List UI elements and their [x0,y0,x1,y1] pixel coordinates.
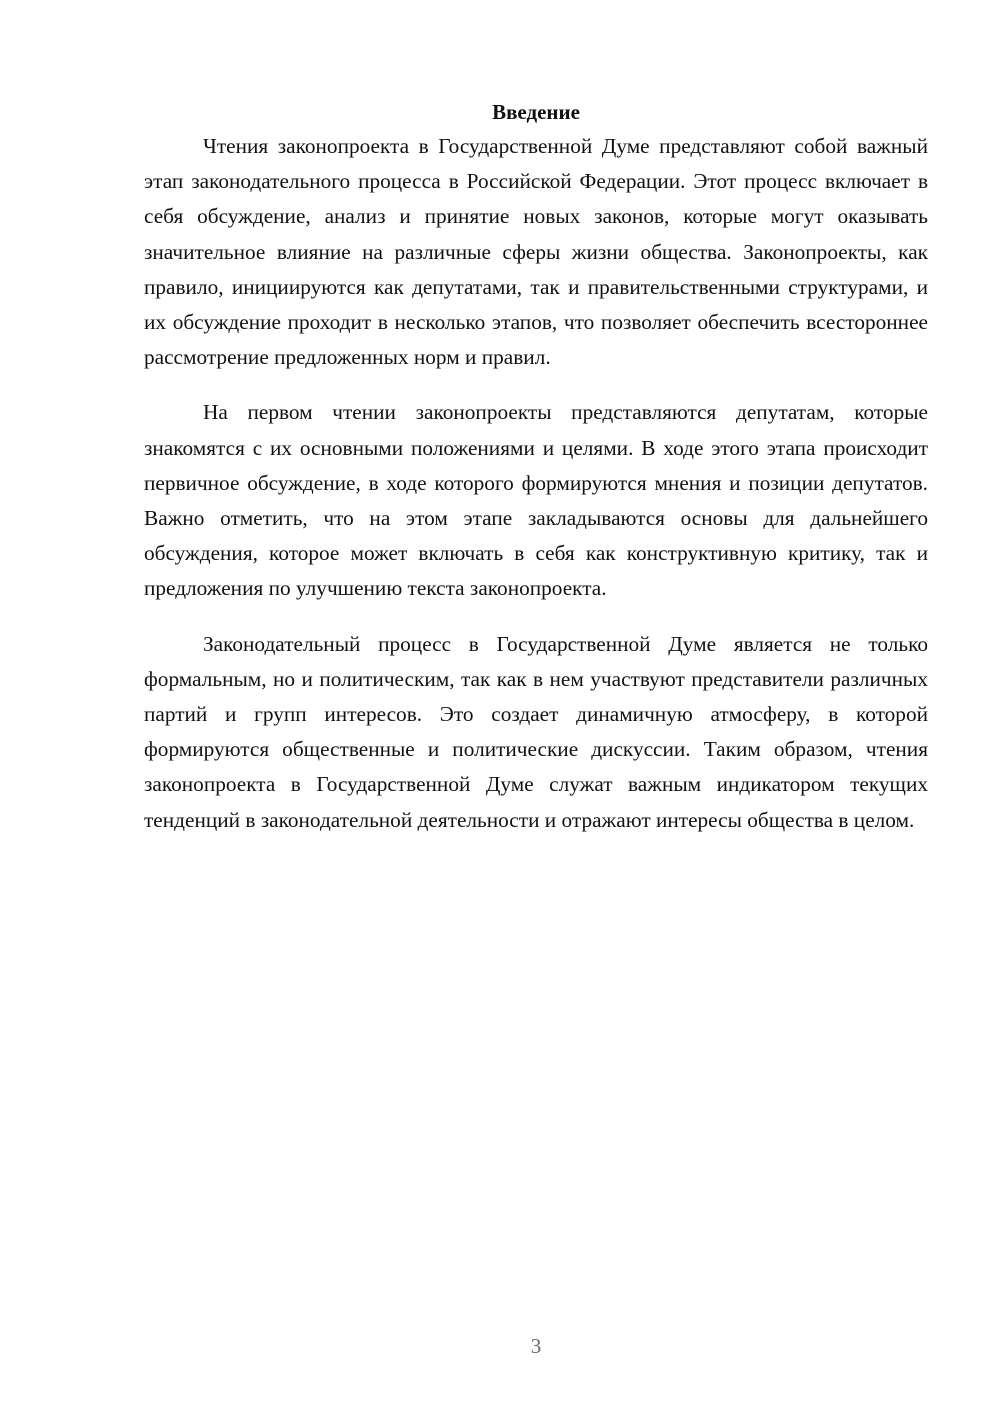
page-content [144,96,928,838]
paragraph-1: Чтения законопроекта в Государственной Думе представляют собой важный этап законодательного процесса в Российской Федерации. Этот процесс включает в себя обсуждение, анализ и принятие новых законов, которые могут оказывать значительное влияние на различные сферы жизни общества. Законопроекты, как правило, инициируются как депутатами, так и правительственными структурами, и их обсуждение проходит в несколько этапов, что позволяет обеспечить всестороннее рассмотрение предложенных норм и правил. [144,134,928,370]
section-title: Введение [492,100,580,124]
paragraph-2: На первом чтении законопроекты представляются депутатам, которые знакомятся с их основными положениями и целями. В ходе этого этапа происходит первичное обсуждение, в ходе которого формируются мнения и позиции депутатов. Важно отметить, что на этом этапе закладываются основы для дальнейшего обсуждения, которое может включать в себя как конструктивную критику, так и предложения по улучшению текста законопроекта. [144,400,928,601]
page-number: 3 [530,1334,542,1358]
paragraph-3: Законодательный процесс в Государственной Думе является не только формальным, но и политическим, так как в нем участвуют представители различных партий и групп интересов. Это создает динамичную атмосферу, в которой формируются общественные и политические дискуссии. Таким образом, чтения законопроекта в Государственной Думе служат важным индикатором текущих тенденций в законодательной деятельности и отражают интересы общества в целом. [144,631,928,832]
